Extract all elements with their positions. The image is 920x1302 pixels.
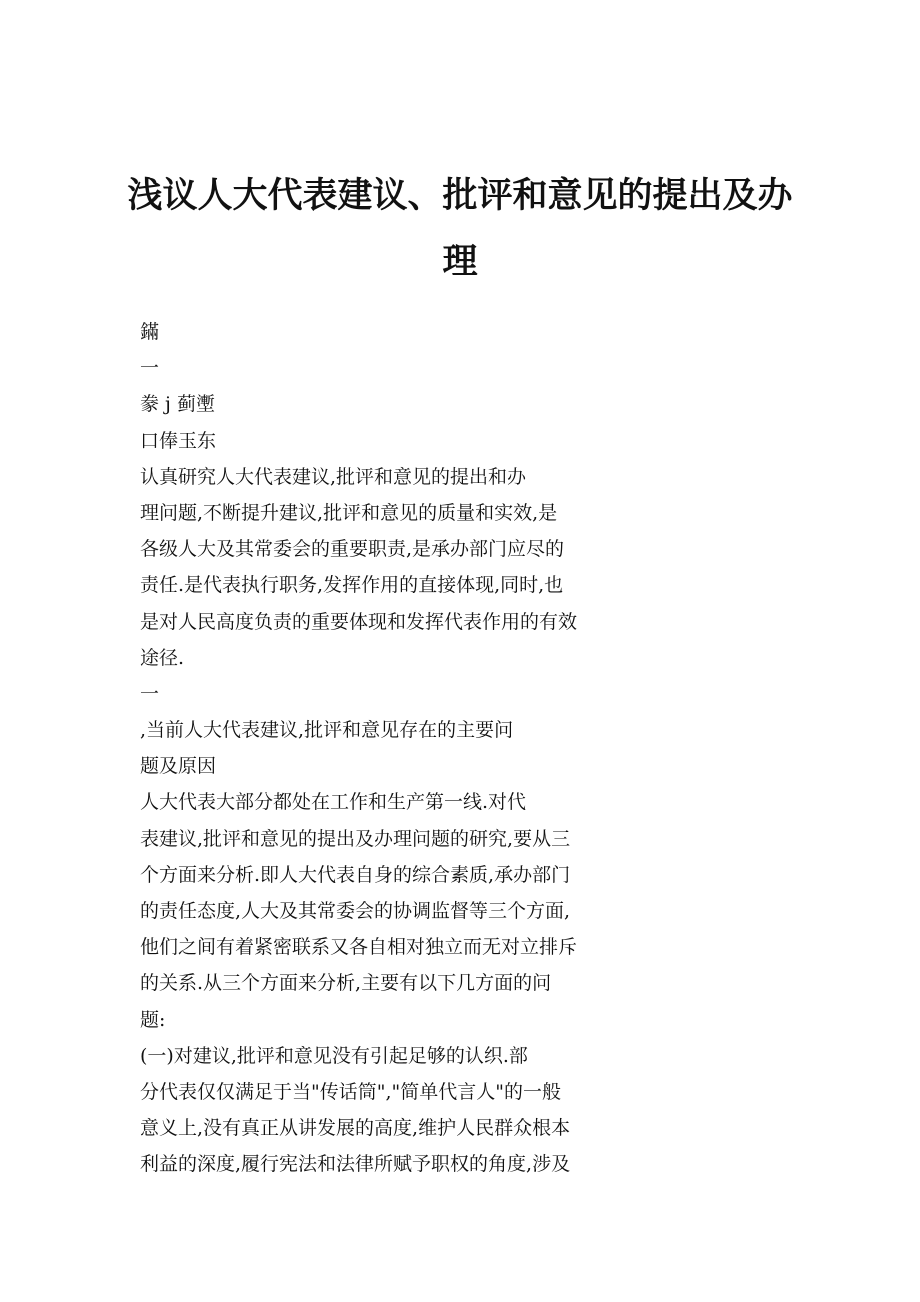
body-line: 表建议,批评和意见的提出及办理问题的研究,要从三 (140, 827, 571, 850)
title-line: 浅议人大代表建议、批评和意见的提出及办 (127, 175, 793, 217)
title-line: 理 (442, 241, 478, 283)
document-title (120, 163, 800, 295)
body-line: 的责任态度,人大及其常委会的协调监督等三个方面, (140, 900, 571, 922)
body-line: 认真研究人大代表建议,批评和意见的提出和办 (140, 465, 527, 488)
body-line: 一 (140, 682, 160, 705)
document-body (140, 314, 620, 1183)
section-heading-line: ,当前人大代表建议,批评和意见存在的主要问 (140, 719, 514, 742)
body-line: 个方面来分析.即人大代表自身的综合素质,承办部门 (140, 863, 571, 886)
subsection-line: (一)对建议,批评和意见没有引起足够的认织.部 (140, 1044, 528, 1067)
body-line: 途径. (140, 646, 185, 669)
body-line: 利益的深度,履行宪法和法律所赋予职权的角度,涉及 (140, 1153, 571, 1176)
body-line: 理问题,不断提升建议,批评和意见的质量和实效,是 (140, 501, 558, 524)
body-line: 鏋 (140, 321, 160, 343)
body-line: 人大代表大部分都处在工作和生产第一线.对代 (140, 791, 527, 814)
author-line: 口俸玉东 (140, 429, 217, 452)
body-line: 意义上,没有真正从讲发展的高度,维护人民群众根本 (140, 1117, 571, 1140)
body-line: 分代表仅仅满足于当"传话筒","简单代言人"的一般 (140, 1080, 561, 1103)
body-line: 责任.是代表执行职务,发挥作用的直接体现,同时,也 (140, 574, 564, 597)
body-line: 题: (140, 1008, 166, 1031)
body-line: 他们之间有着紧密联系又各自相对独立而无对立排斥 (140, 936, 578, 959)
body-line: 各级人大及其常委会的重要职责,是承办部门应尽的 (140, 538, 565, 561)
section-heading-line: 题及原因 (140, 755, 217, 778)
body-line: 一 (140, 357, 160, 380)
body-line: 的关系.从三个方面来分析,主要有以下几方面的问 (140, 972, 552, 995)
body-line: 豢 j 蓟壍 (140, 393, 215, 416)
body-line: 是对人民高度负责的重要体现和发挥代表作用的有效 (140, 610, 578, 633)
